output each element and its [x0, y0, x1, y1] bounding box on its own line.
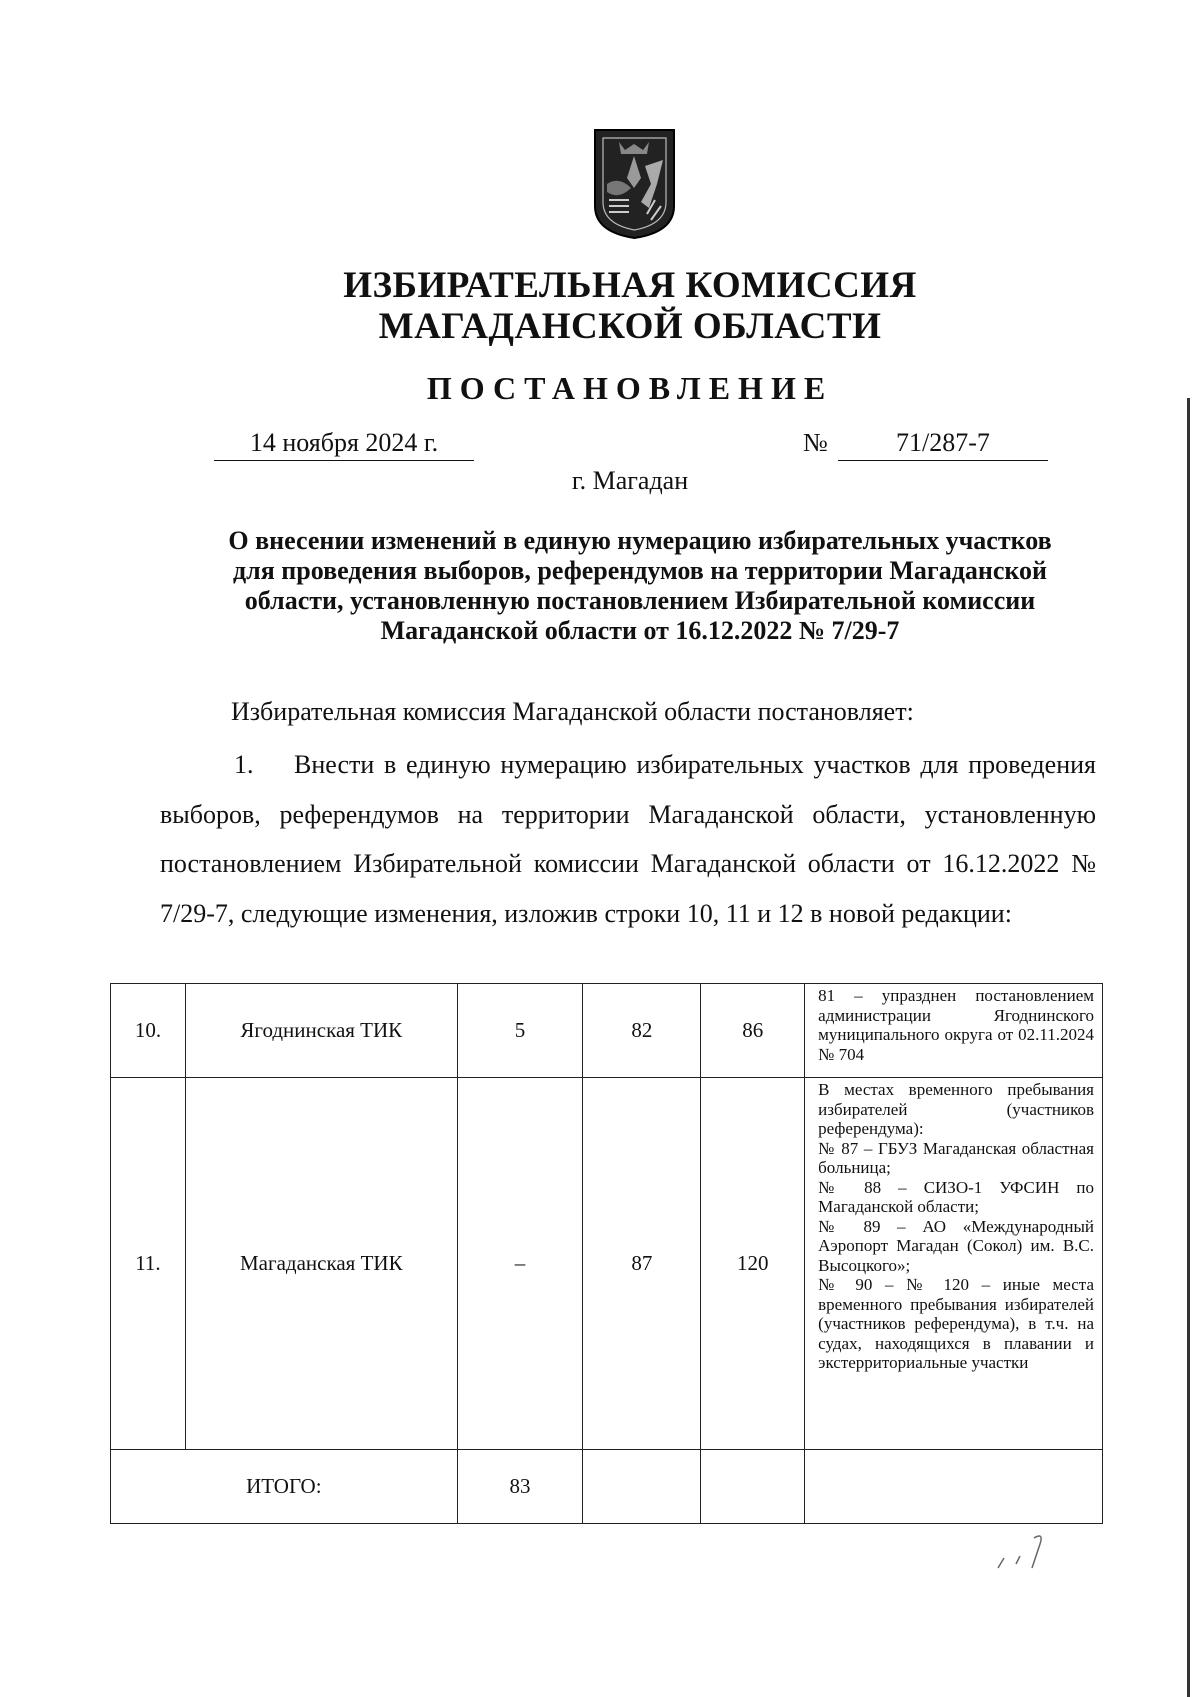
station-count: 5 [457, 984, 583, 1078]
item-number: 1. [234, 750, 254, 779]
note-line: 81 – упразднен постановлением администрации Ягоднинского муниципального округа от 02.11.2024 № 704 [818, 986, 1094, 1064]
note-cell [805, 1078, 1103, 1450]
note-line: № 87 – ГБУЗ Магаданская областная больница; [818, 1138, 1094, 1177]
document-date: 14 ноября 2024 г. [214, 428, 474, 461]
handwritten-mark [994, 1528, 1064, 1578]
commission-name: Ягоднинская ТИК [185, 984, 457, 1078]
number-to: 120 [701, 1078, 805, 1450]
commission-name: Магаданская ТИК [185, 1078, 457, 1450]
note-line: В местах временного пребывания избирателей (участников референдума): [818, 1080, 1094, 1138]
row-number: 11. [111, 1078, 186, 1450]
empty-cell [805, 1450, 1103, 1524]
table-row [111, 1078, 1103, 1450]
row-number: 10. [111, 984, 186, 1078]
document-type: ПОСТАНОВЛЕНИЕ [426, 370, 834, 406]
number-sign: № [803, 428, 828, 457]
organization-name-line2: МАГАДАНСКОЙ ОБЛАСТИ [378, 306, 882, 347]
note-line: № 89 – АО «Международный Аэропорт Магадан (Сокол) им. В.С. Высоцкого»; [818, 1216, 1094, 1275]
note-line: № 90 – № 120 – иные места временного пребывания избирателей (участников референдума), в т.ч. на судах, находящихся в плавании и экстерриториальные участки [818, 1275, 1094, 1372]
note-line: № 88 – СИЗО-1 УФСИН по Магаданской области; [818, 1177, 1094, 1216]
number-from: 82 [583, 984, 701, 1078]
polling-stations-table [110, 983, 1103, 1524]
item-text: Внести в единую нумерацию избирательных участков для проведения выборов, референдумов на территории Магаданской области, установленную постановлением Избирательной комиссии Магаданской области от 16.12.2022 № 7/29-7, следующие изменения, изложив строки 10, 11 и 12 в новой редакции: [160, 750, 1096, 928]
organization-name-line1: ИЗБИРАТЕЛЬНАЯ КОМИССИЯ [343, 265, 917, 306]
document-title [180, 526, 1100, 646]
empty-cell [701, 1450, 805, 1524]
empty-cell [583, 1450, 701, 1524]
number-from: 87 [583, 1078, 701, 1450]
document-city: г. Магадан [571, 466, 689, 495]
intro-paragraph: Избирательная комиссия Магаданской области постановляет: [231, 697, 914, 726]
station-count: – [457, 1078, 583, 1450]
title-line: О внесении изменений в единую нумерацию избирательных участков [228, 526, 1052, 555]
document-number: 71/287-7 [838, 428, 1048, 461]
number-to: 86 [701, 984, 805, 1078]
note-cell [805, 984, 1103, 1078]
title-line: Магаданской области от 16.12.2022 № 7/29-7 [380, 616, 900, 645]
scan-edge-line [1187, 398, 1190, 1697]
table-row [111, 984, 1103, 1078]
resolution-item-1 [160, 740, 1096, 938]
title-line: для проведения выборов, референдумов на территории Магаданской [233, 556, 1047, 585]
coat-of-arms-emblem [589, 128, 680, 240]
total-label: ИТОГО: [111, 1450, 458, 1524]
total-row [111, 1450, 1103, 1524]
total-count: 83 [457, 1450, 583, 1524]
title-line: области, установленную постановлением Избирательной комиссии [244, 586, 1036, 615]
